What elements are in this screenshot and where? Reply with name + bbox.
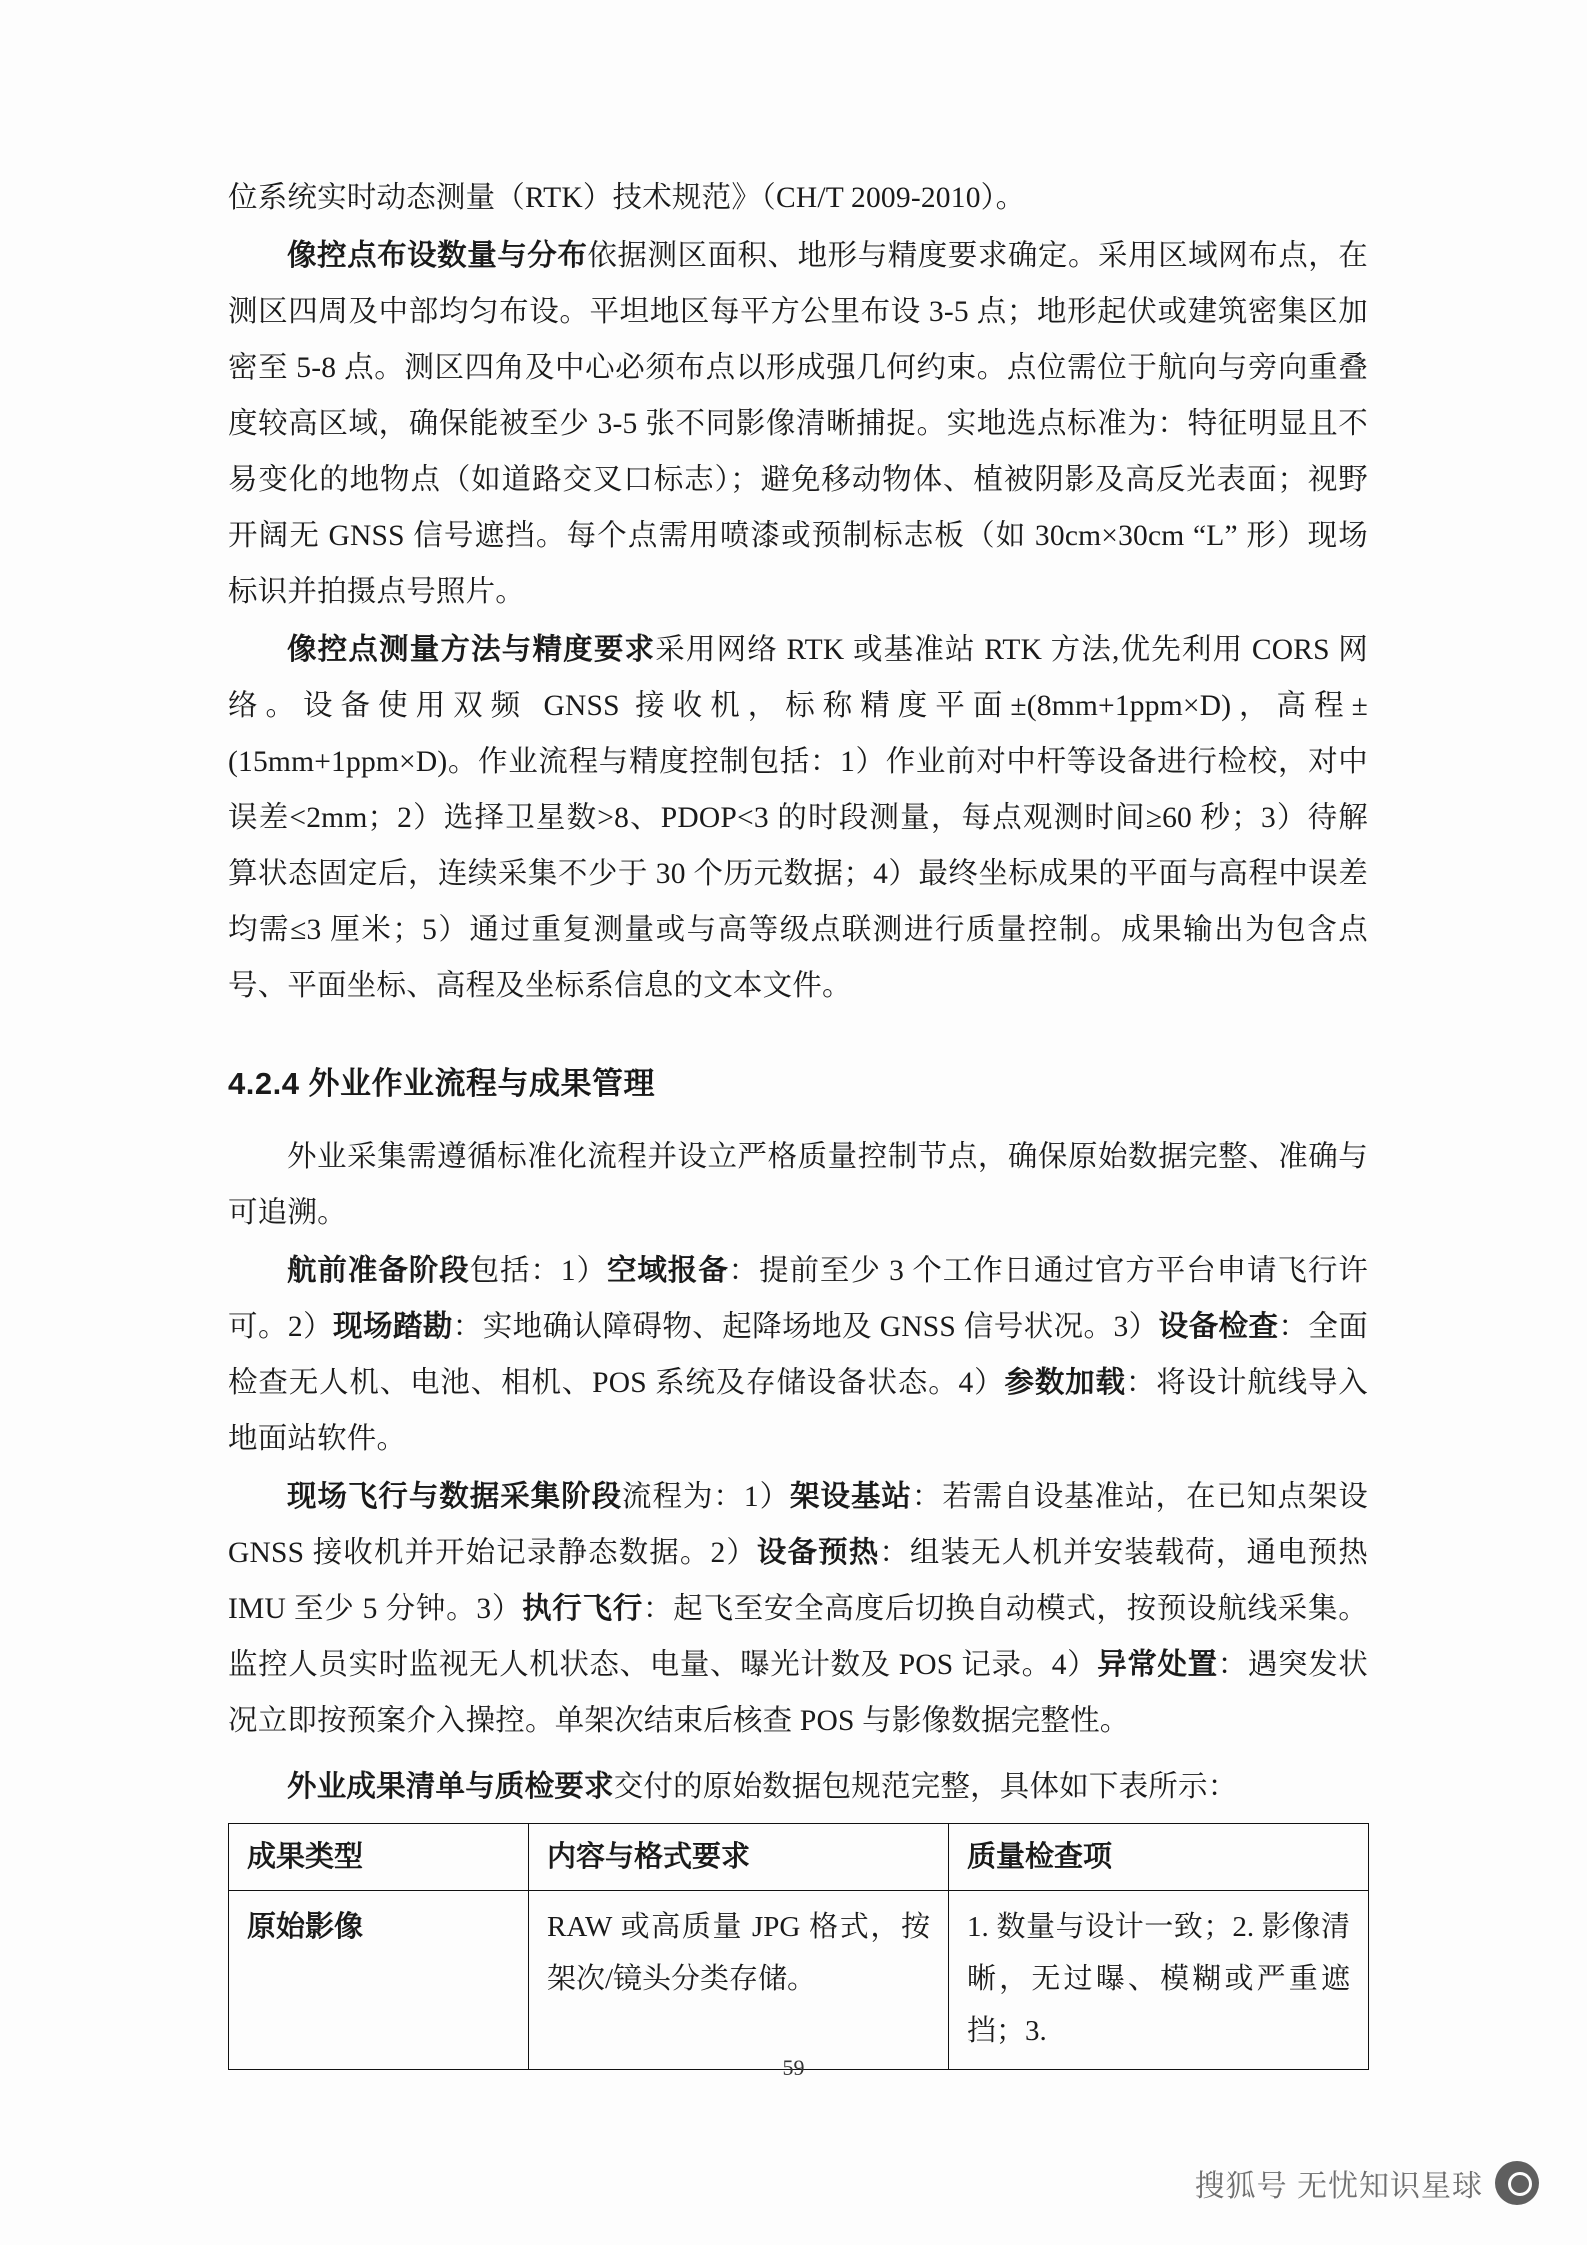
page-content bbox=[228, 170, 1368, 2070]
paragraph-flight-collection bbox=[228, 1469, 1368, 1749]
text-run: 依据测区面积、地形与精度要求确定。采用区域网布点，在测区四周及中部均匀布设。平坦地区每平方公里布设 3-5 点；地形起伏或建筑密集区加密至 5-8 点。测区四角及中心必须布点以形成强几何约束。点位需位于航向与旁向重叠度较高区域，确保能被至少 3-5 张不同影像清晰捕捉。实地选点标准为：特征明显且不易变化的地物点（如道路交叉口标志）；避免移动物体、植被阴影及高反光表面；视野开阔无 GNSS 信号遮挡。每个点需用喷漆或预制标志板（如 30cm×30cm “L” 形）现场标识并拍摄点号照片。 bbox=[228, 240, 1368, 608]
text-run: 交付的原始数据包规范完整，具体如下表所示： bbox=[613, 1771, 1238, 1803]
watermark bbox=[1195, 2161, 1539, 2205]
page-number: 59 bbox=[782, 2055, 805, 2080]
text-run: 采用网络 RTK 或基准站 RTK 方法,优先利用 CORS 网络。设备使用双频 GNSS 接收机，标称精度平面±(8mm+1ppm×D)，高程±(15mm+1ppm×D)。作业流程与精度控制包括：1）作业前对中杆等设备进行检校，对中误差<2mm；2）选择卫星数>8、PDOP<3 的时段测量，每点观测时间≥60 秒；3）待解算状态固定后，连续采集不少于 30 个历元数据；4）最终坐标成果的平面与高程中误差均需≤3 厘米；5）通过重复测量或与高等级点联测进行质量控制。成果输出为包含点号、平面坐标、高程及坐标系信息的文本文件。 bbox=[228, 634, 1369, 1002]
text-run: ：起飞至安全高度后切换自动模式，按预设航线采集。监控人员实时监视无人机状态、电量、曝光计数及 POS 记录。4） bbox=[228, 1593, 1368, 1681]
text-run-bold: 现场飞行与数据采集阶段 bbox=[287, 1481, 623, 1513]
text-run-bold: 异常处置 bbox=[1097, 1649, 1218, 1681]
text-run-bold: 外业成果清单与质检要求 bbox=[287, 1771, 614, 1803]
table-header-type: 成果类型 bbox=[229, 1824, 529, 1891]
text-run-bold: 设备检查 bbox=[1158, 1311, 1279, 1343]
text-run-bold: 像控点布设数量与分布 bbox=[287, 240, 588, 272]
text-run: ：遇突发状况立即按预案介入操控。单架次结束后核查 POS 与影像数据完整性。 bbox=[228, 1649, 1368, 1737]
table-header-content: 内容与格式要求 bbox=[529, 1824, 949, 1891]
text-run: 外业采集需遵循标准化流程并设立严格质量控制节点，确保原始数据完整、准确与可追溯。 bbox=[228, 1141, 1368, 1229]
text-run: ：若需自设基准站，在已知点架设 GNSS 接收机并开始记录静态数据。2） bbox=[228, 1481, 1368, 1569]
text-run: 位系统实时动态测量（RTK）技术规范》（CH/T 2009-2010）。 bbox=[228, 182, 1026, 214]
text-run-bold: 像控点测量方法与精度要求 bbox=[287, 634, 656, 666]
paragraph-overview bbox=[228, 1129, 1368, 1241]
text-run-bold: 设备预热 bbox=[756, 1537, 880, 1569]
paragraph-control-point-layout bbox=[228, 228, 1368, 620]
table-cell-check: 1. 数量与设计一致；2. 影像清晰，无过曝、模糊或严重遮挡；3. bbox=[949, 1891, 1369, 2070]
watermark-text: 搜狐号 无忧知识星球 bbox=[1194, 2170, 1483, 2203]
table-header-check: 质量检查项 bbox=[949, 1824, 1369, 1891]
table-cell-content: RAW 或高质量 JPG 格式，按架次/镜头分类存储。 bbox=[529, 1891, 949, 2070]
text-run: ：组装无人机并安装载荷，通电预热 IMU 至少 5 分钟。3） bbox=[228, 1537, 1369, 1625]
text-run-bold: 参数加载 bbox=[1004, 1367, 1126, 1399]
section-heading: 4.2.4 外业作业流程与成果管理 bbox=[228, 1066, 656, 1101]
table-header-row bbox=[229, 1824, 1369, 1891]
text-run: 包括：1） bbox=[469, 1255, 607, 1287]
text-run: ：全面检查无人机、电池、相机、POS 系统及存储设备状态。4） bbox=[228, 1311, 1368, 1399]
text-run-bold: 空域报备 bbox=[606, 1255, 729, 1287]
paragraph-continuation bbox=[228, 170, 1368, 226]
paragraph-control-point-measurement bbox=[228, 622, 1368, 1014]
text-run-bold: 架设基站 bbox=[790, 1481, 912, 1513]
text-run-bold: 现场踏勘 bbox=[333, 1311, 453, 1343]
table-cell-type: 原始影像 bbox=[229, 1891, 529, 2070]
text-run: ：提前至少 3 个工作日通过官方平台申请飞行许可。2） bbox=[228, 1255, 1368, 1343]
text-run: ：将设计航线导入地面站软件。 bbox=[228, 1367, 1368, 1455]
circle-logo-icon bbox=[1495, 2161, 1539, 2205]
text-run: 流程为：1） bbox=[622, 1481, 791, 1513]
results-table bbox=[228, 1823, 1369, 2070]
text-run-bold: 执行飞行 bbox=[522, 1593, 643, 1625]
paragraph-table-intro bbox=[228, 1759, 1368, 1815]
text-run: ：实地确认障碍物、起降场地及 GNSS 信号状况。3） bbox=[452, 1311, 1159, 1343]
table-row bbox=[229, 1891, 1369, 2070]
text-run-bold: 航前准备阶段 bbox=[287, 1255, 470, 1287]
paragraph-preflight bbox=[228, 1243, 1368, 1467]
